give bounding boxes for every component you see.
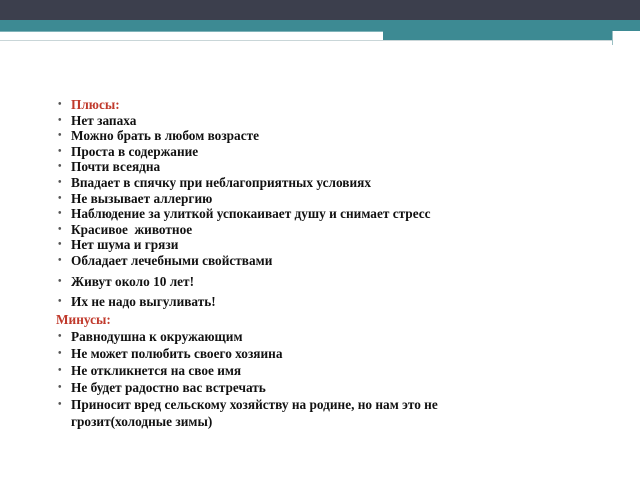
header-bar-teal: [0, 20, 640, 31]
bullet-icon: •: [58, 130, 62, 142]
list-item-text: Красивое животное: [71, 221, 193, 237]
header-corner: [612, 31, 640, 45]
list-item: [58, 274, 628, 290]
list-item-text: Не будет радостно вас встречать: [71, 379, 266, 395]
bullet-icon: •: [58, 145, 62, 157]
header-divider-light: [0, 40, 640, 41]
bullet-icon: •: [58, 114, 62, 126]
list-item-text: Их не надо выгуливать!: [71, 294, 216, 310]
bullet-icon: •: [58, 208, 62, 220]
list-item: [58, 128, 628, 144]
list-item-text: Проста в содержание: [71, 143, 199, 159]
list-item: [58, 379, 628, 396]
list-item: [58, 113, 628, 129]
list-item-text: Равнодушна к окружающим: [71, 328, 243, 344]
list-item: [58, 396, 521, 430]
bullet-icon: •: [58, 239, 62, 251]
list-item-text: Не вызывает аллергию: [71, 190, 213, 206]
list-item-text: Нет шума и грязи: [71, 237, 179, 253]
bullet-icon: •: [58, 364, 62, 376]
bullet-icon: •: [58, 223, 62, 235]
bullet-icon: •: [58, 254, 62, 266]
list-item-text: Впадает в спячку при неблагоприятных условиях: [71, 174, 371, 190]
list-item-text: Наблюдение за улиткой успокаивает душу и снимает стресс: [71, 206, 431, 222]
bullet-icon: •: [58, 161, 62, 173]
list-item: [58, 144, 628, 160]
list-item-text: Приносит вред сельскому хозяйству на родине, но нам это не грозит(холодные зимы): [71, 396, 438, 429]
bullet-icon: •: [58, 176, 62, 188]
header-bar-dark: [0, 0, 640, 20]
list-item: [58, 237, 628, 253]
list-item: [58, 362, 628, 379]
list-item-text: Почти всеядна: [71, 159, 161, 175]
list-item-text: Можно брать в любом возрасте: [71, 128, 260, 144]
slide-content: [58, 97, 628, 430]
list-item: [58, 191, 628, 207]
list-item-text: Нет запаха: [71, 112, 137, 128]
bullet-icon: •: [58, 398, 62, 410]
list-item-text: Не откликнется на свое имя: [71, 362, 242, 378]
list-item: [58, 222, 628, 238]
cons-heading: Минусы:: [56, 311, 111, 327]
list-item-text: Не может полюбить своего хозяина: [71, 345, 283, 361]
list-item: [58, 328, 628, 345]
bullet-icon: •: [58, 330, 62, 342]
bullet-icon: •: [58, 296, 62, 308]
bullet-icon: •: [58, 99, 62, 110]
bullet-icon: •: [58, 381, 62, 393]
bullet-icon: •: [58, 347, 62, 359]
list-item-text: Обладает лечебными свойствами: [71, 252, 273, 268]
list-item: [58, 345, 628, 362]
list-item: [58, 294, 628, 310]
bullet-icon: •: [58, 192, 62, 204]
bullet-icon: •: [58, 275, 62, 287]
list-item-text: Живут около 10 лет!: [71, 273, 195, 289]
list-item: [58, 253, 628, 269]
list-item: [58, 159, 628, 175]
cons-list: [58, 328, 628, 430]
pros-heading-item: [58, 97, 628, 113]
list-item: [58, 175, 628, 191]
list-item: [58, 206, 628, 222]
pros-list: [58, 97, 628, 310]
pros-heading: Плюсы:: [71, 97, 120, 112]
